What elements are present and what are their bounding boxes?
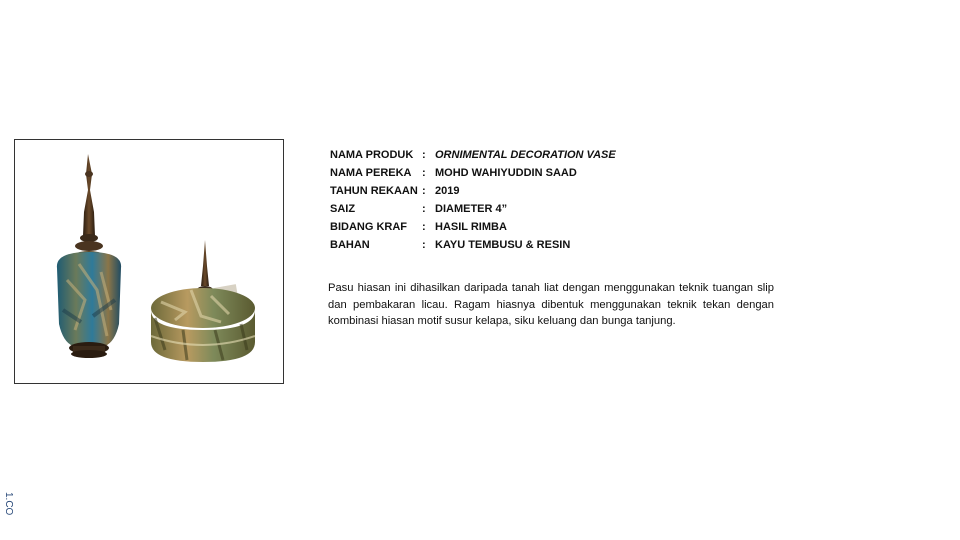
product-photo bbox=[14, 139, 284, 384]
spec-colon: : bbox=[422, 149, 426, 161]
spec-value: ORNIMENTAL DECORATION VASE bbox=[435, 149, 616, 161]
spec-row-size bbox=[330, 200, 616, 218]
spec-label: BIDANG KRAF bbox=[330, 221, 407, 233]
round-box bbox=[151, 240, 255, 362]
spec-value: MOHD WAHIYUDDIN SAAD bbox=[435, 167, 577, 179]
vase-illustration bbox=[15, 140, 283, 383]
spec-label: NAMA PEREKA bbox=[330, 167, 412, 179]
spec-value: HASIL RIMBA bbox=[435, 221, 507, 233]
spec-row-designer bbox=[330, 164, 616, 182]
side-mark: 1.CO bbox=[3, 492, 14, 516]
product-description: Pasu hiasan ini dihasilkan daripada tanah liat dengan menggunakan teknik tuangan slip dan pembakaran licau. Ragam hiasnya dibentuk menggunakan teknik tekan dengan kombinasi hiasan motif susur kelapa, siku keluang dan bunga tanjung. bbox=[328, 282, 774, 327]
spec-colon: : bbox=[422, 185, 426, 197]
spec-row-product-name bbox=[330, 146, 616, 164]
spec-label: SAIZ bbox=[330, 203, 356, 215]
spec-value: DIAMETER 4” bbox=[435, 203, 508, 215]
spec-colon: : bbox=[422, 167, 426, 179]
spec-label: NAMA PRODUK bbox=[330, 149, 414, 161]
spec-value: 2019 bbox=[435, 185, 460, 197]
product-spec-table bbox=[330, 146, 616, 254]
spec-row-material bbox=[330, 236, 616, 254]
spec-row-craft-field bbox=[330, 218, 616, 236]
tall-vase bbox=[57, 154, 121, 358]
spec-row-year bbox=[330, 182, 616, 200]
spec-colon: : bbox=[422, 203, 426, 215]
spec-value: KAYU TEMBUSU & RESIN bbox=[435, 239, 571, 251]
spec-colon: : bbox=[422, 221, 426, 233]
spec-colon: : bbox=[422, 239, 426, 251]
spec-label: TAHUN REKAAN bbox=[330, 185, 418, 197]
spec-label: BAHAN bbox=[330, 239, 370, 251]
